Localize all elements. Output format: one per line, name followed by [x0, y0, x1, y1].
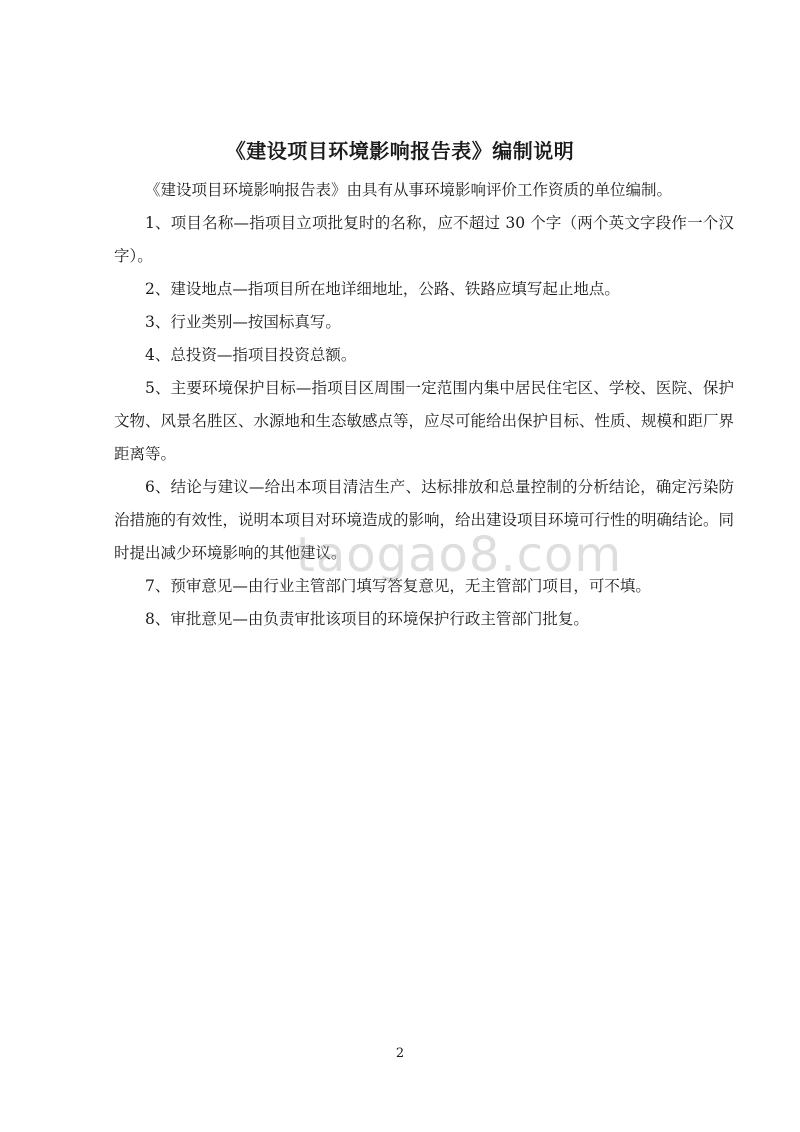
instructions-body — [114, 174, 734, 636]
paragraph-item-8: 8、审批意见—由负责审批该项目的环境保护行政主管部门批复。 — [145, 610, 589, 628]
paragraph-item-1: 1、项目名称—指项目立项批复时的名称，应不超过 30 个字（两个英文字段作一个汉字）。 — [114, 214, 734, 265]
paragraph-item-4: 4、总投资—指项目投资总额。 — [145, 346, 357, 364]
paragraph-item-3: 3、行业类别—按国标真写。 — [145, 313, 341, 331]
paragraph-item-7: 7、预审意见—由行业主管部门填写答复意见，无主管部门项目，可不填。 — [145, 577, 651, 595]
paragraph-intro: 《建设项目环境影响报告表》由具有从事环境影响评价工作资质的单位编制。 — [145, 181, 673, 199]
paragraph-item-5: 5、主要环境保护目标—指项目区周围一定范围内集中居民住宅区、学校、医院、保护文物、风景名胜区、水源地和生态敏感点等，应尽可能给出保护目标、性质、规模和距厂界距离等。 — [114, 379, 735, 463]
paragraph-item-6: 6、结论与建议—给出本项目清洁生产、达标排放和总量控制的分析结论，确定污染防治措施的有效性，说明本项目对环境造成的影响，给出建设项目环境可行性的明确结论。同时提出减少环境影响的其他建议。 — [114, 478, 735, 562]
page-number: 2 — [395, 1046, 405, 1061]
watermark: taogao8.com — [296, 527, 623, 583]
page-title: 《建设项目环境影响报告表》编制说明 — [225, 139, 575, 163]
paragraph-item-2: 2、建设地点—指项目所在地详细地址，公路、铁路应填写起止地点。 — [145, 280, 620, 298]
